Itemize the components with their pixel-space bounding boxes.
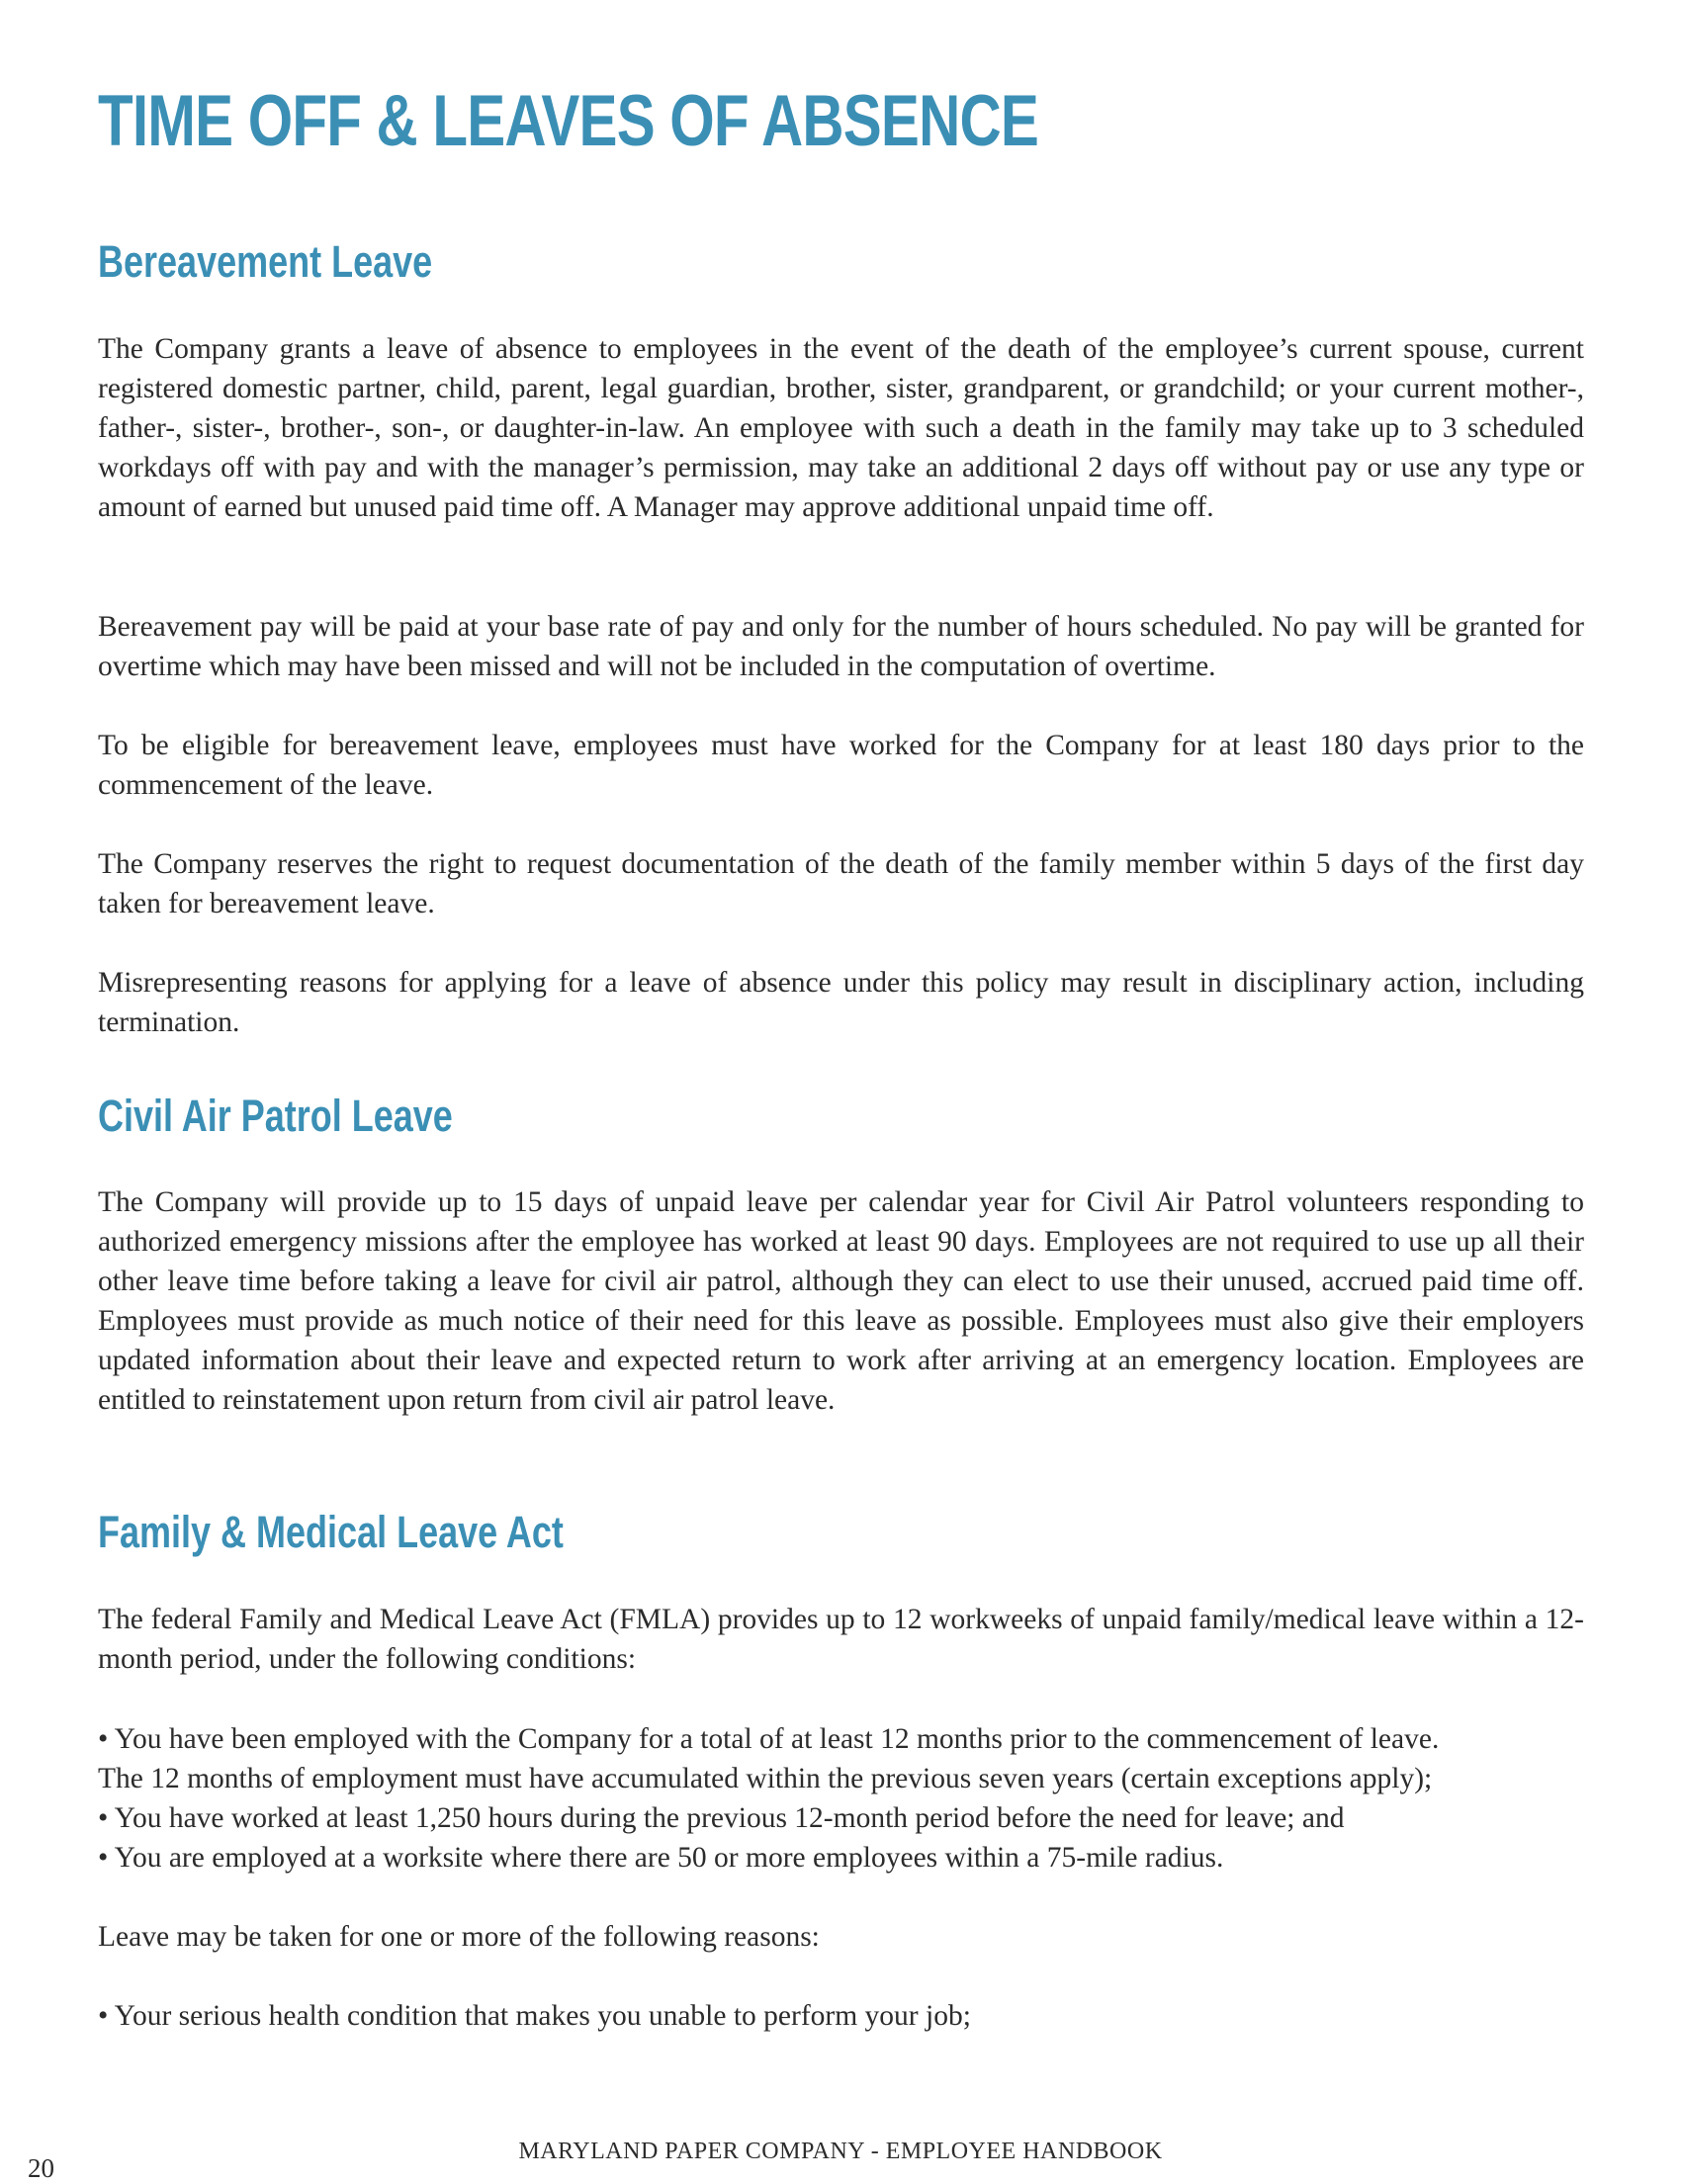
- footer-text: MARYLAND PAPER COMPANY - EMPLOYEE HANDBOOK: [518, 2139, 1163, 2164]
- fmla-reason-1: • Your serious health condition that makes you unable to perform your job;: [98, 2000, 971, 2032]
- section-heading-bereavement-leave: Bereavement Leave: [98, 236, 433, 287]
- fmla-intro-paragraph: The federal Family and Medical Leave Act (FMLA) provides up to 12 workweeks of unpaid family/medical leave within a 12-month period, under the following conditions:: [98, 1604, 1584, 1675]
- bereavement-paragraph-3: To be eligible for bereavement leave, employees must have worked for the Company for at least 180 days prior to the commencement of the leave.: [98, 730, 1584, 801]
- bereavement-paragraph-1: The Company grants a leave of absence to employees in the event of the death of the employee’s current spouse, current registered domestic partner, child, parent, legal guardian, brother, sister, grandparent, or grandchild; or your current mother-, father-, sister-, brother-, son-, or daughter-in-law. An employee with such a death in the family may take up to 3 scheduled workdays off with pay and with the manager’s permission, may take an additional 2 days off without pay or use any type or amount of earned but unused paid time off. A Manager may approve additional unpaid time off.: [98, 333, 1584, 523]
- page-number: 20: [28, 2153, 54, 2183]
- bereavement-paragraph-4: The Company reserves the right to request documentation of the death of the family member within 5 days of the first day taken for bereavement leave.: [98, 848, 1584, 919]
- bereavement-paragraph-2: Bereavement pay will be paid at your base rate of pay and only for the number of hours scheduled. No pay will be granted for overtime which may have been missed and will not be included in the computation of overtime.: [98, 611, 1584, 682]
- fmla-condition-1: • You have been employed with the Company for a total of at least 12 months prior to the commencement of leave.: [98, 1723, 1440, 1755]
- civil-air-patrol-paragraph: The Company will provide up to 15 days of unpaid leave per calendar year for Civil Air Patrol volunteers responding to authorized emergency missions after the employee has worked at least 90 days. Employees are not required to use up all their other leave time before taking a leave for civil air patrol, although they can elect to use their unused, accrued paid time off. Employees must provide as much notice of their need for this leave as possible. Employees must also give their employers updated information about their leave and expected return to work after arriving at an emergency location. Employees are entitled to reinstatement upon return from civil air patrol leave.: [98, 1186, 1584, 1416]
- section-heading-civil-air-patrol-leave: Civil Air Patrol Leave: [98, 1091, 453, 1141]
- fmla-condition-1-continued: The 12 months of employment must have accumulated within the previous seven years (certain exceptions apply);: [98, 1763, 1433, 1794]
- fmla-condition-3: • You are employed at a worksite where there are 50 or more employees within a 75-mile radius.: [98, 1842, 1224, 1874]
- section-heading-fmla: Family & Medical Leave Act: [98, 1507, 564, 1557]
- fmla-reasons-intro: Leave may be taken for one or more of the following reasons:: [98, 1921, 820, 1953]
- bereavement-paragraph-5: Misrepresenting reasons for applying for a leave of absence under this policy may result in disciplinary action, including termination.: [98, 967, 1584, 1038]
- fmla-condition-2: • You have worked at least 1,250 hours during the previous 12-month period before the need for leave; and: [98, 1802, 1345, 1834]
- page-title: TIME OFF & LEAVES OF ABSENCE: [98, 81, 1038, 161]
